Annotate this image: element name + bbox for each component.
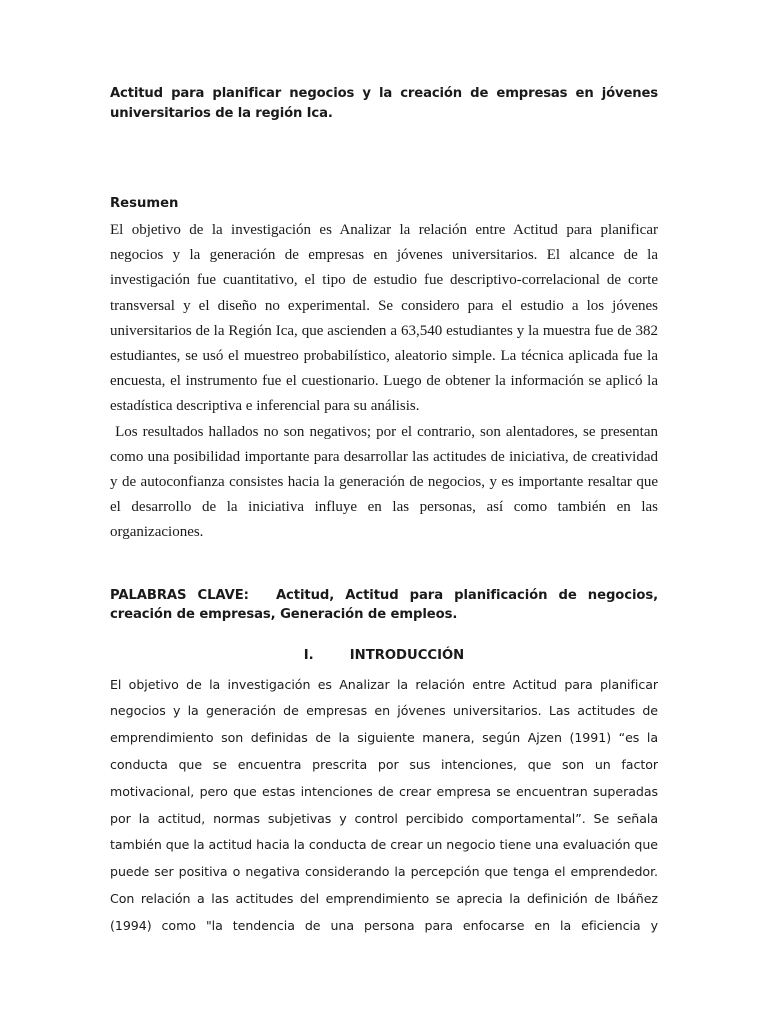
introduction-paragraph: El objetivo de la investigación es Analizar la relación entre Actitud para planificar negocios y la generación de empresas en jóvenes universitarios. Las actitudes de emprendimiento son definidas de la siguiente manera, según Ajzen (1991) “es la conducta que se encuentra prescrita por sus intenciones, que son un factor motivacional, pero que estas intenciones de crear empresa se encuentran superadas por la actitud, normas subjetivas y control percibido comportamental”. Se señala también que la actitud hacia la conducta de crear un negocio tiene una evaluación que puede ser positiva o negativa considerando la percepción que tenga el emprendedor. Con relación a las actitudes del emprendimiento se aprecia la definición de Ibáñez (1994) como "la tendencia de una persona para enfocarse en la eficiencia y [110, 676, 658, 933]
section-title: INTRODUCCIÓN [349, 647, 465, 663]
keywords-text: Actitud, Actitud para planificación de negocios, creación de empresas, Generación de empleos. [110, 587, 658, 622]
document-title: Actitud para planificar negocios y la creación de empresas en jóvenes universitarios de la región Ica. [110, 86, 658, 121]
abstract-body [110, 218, 662, 546]
keywords [110, 586, 658, 624]
abstract-paragraph-2: Los resultados hallados no son negativos; por el contrario, son alentadores, se presentan como una posibilidad importante para desarrollar las actitudes de iniciativa, de creatividad y de autoconfianza consistes hacia la generación de negocios, y es importante resaltar que el desarrollo de la iniciativa influye en las personas, así como también en las organizaciones. [110, 423, 662, 541]
document-page [110, 84, 662, 940]
section-number: I. [303, 647, 314, 663]
resumen-heading: Resumen [110, 196, 179, 211]
keywords-label: PALABRAS CLAVE: [110, 587, 249, 603]
section-heading-introduccion [110, 646, 658, 666]
abstract-paragraph-1: El objetivo de la investigación es Analizar la relación entre Actitud para planificar negocios y la generación de empresas en jóvenes universitarios. El alcance de la investigación fue cuantitativo, el tipo de estudio fue descriptivo-correlacional de corte transversal y el diseño no experimental. Se considero para el estudio a los jóvenes universitarios de la Región Ica, que ascienden a 63,540 estudiantes y la muestra fue de 382 estudiantes, se usó el muestreo probabilístico, aleatorio simple. La técnica aplicada fue la encuesta, el instrumento fue el cuestionario. Luego de obtener la información se aplicó la estadística descriptiva e inferencial para su análisis. [110, 222, 658, 415]
